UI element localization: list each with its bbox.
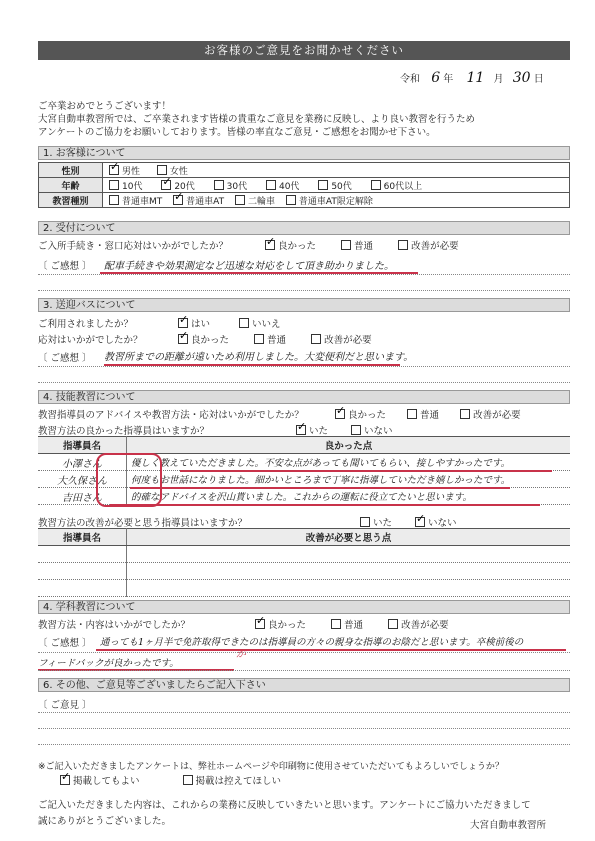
checkbox-bus-no[interactable]	[239, 318, 249, 328]
date-era: 令和	[400, 74, 420, 85]
skill-question-advice: 教習指導員のアドバイスや教習方法・応対はいかがでしたか？	[38, 410, 304, 421]
divider	[38, 728, 570, 729]
option-normal: 普通	[354, 241, 374, 252]
option-age-40: 40代	[278, 181, 300, 192]
option-female: 女性	[169, 166, 188, 177]
checkbox-bus-good[interactable]	[178, 334, 188, 344]
checkbox-bad-instructor-no[interactable]	[415, 517, 425, 527]
checkbox-age-10[interactable]	[109, 180, 119, 190]
customer-table	[38, 162, 570, 208]
closing-line: 誠にありがとうございました。	[38, 816, 172, 827]
intro-line: 大宮自動車教習所では、ご卒業されます皆様の貴重なご意見を業務に反映し、より良い教習を行うため	[38, 114, 476, 125]
skill-question-good-instructor: 教習方法の良かった指導員はいますか？	[38, 426, 210, 437]
bus-question-service: 応対はいかがでしたか？	[38, 335, 143, 346]
red-underline	[130, 487, 510, 489]
course-row	[39, 193, 570, 208]
good-point[interactable]: 優しく教えていただきました。不安な点があっても聞いてもらい、接しやすかったです。	[127, 454, 571, 471]
instructor-name[interactable]: 吉田さん	[38, 488, 127, 505]
header-instructor: 指導員名	[38, 437, 127, 454]
section-customer-header: 1. お客様について	[38, 146, 570, 160]
checkbox-bus-yes[interactable]	[178, 318, 188, 328]
classroom-comment-insert: が	[236, 649, 246, 660]
good-point[interactable]: 何度もお世話になりました。細かいところまで丁寧に指導していただき嬉しかったです。	[127, 471, 571, 488]
checkbox-age-30[interactable]	[214, 180, 224, 190]
option-no: いない	[364, 426, 393, 437]
reception-comment[interactable]: 配車手続きや効果測定など迅速な対応をして頂き助かりました。	[104, 261, 394, 272]
divider	[38, 744, 570, 745]
checkbox-age-50[interactable]	[318, 180, 328, 190]
divider	[38, 290, 570, 291]
option-normal: 普通	[344, 620, 364, 631]
date-field	[400, 70, 570, 86]
table-row	[38, 580, 570, 597]
header-improve-point: 改善が必要と思う点	[127, 529, 571, 546]
option-age-10: 10代	[122, 181, 143, 192]
opinion-label: 〔 ご意見 〕	[38, 700, 92, 711]
table-row	[38, 546, 570, 563]
section-classroom-header: 4. 学科教習について	[38, 600, 570, 614]
page-title: お客様のご意見をお聞かせください	[38, 41, 570, 60]
section-bus-header: 3. 送迎バスについて	[38, 298, 570, 312]
checkbox-skill-good[interactable]	[335, 409, 345, 419]
section-skill-header: 4. 技能教習について	[38, 390, 570, 404]
age-row	[39, 178, 570, 193]
checkbox-good-instructor-yes[interactable]	[296, 425, 306, 435]
option-consent-yes: 掲載してもよい	[73, 776, 140, 787]
red-circle-names	[96, 453, 162, 507]
date-year[interactable]: 6	[431, 70, 441, 86]
option-yes: いた	[309, 426, 329, 437]
date-year-unit: 年	[443, 74, 454, 85]
reception-options	[265, 238, 459, 252]
divider	[38, 670, 570, 671]
instructor-name[interactable]: 大久保さん	[38, 471, 127, 488]
checkbox-skill-normal[interactable]	[407, 409, 417, 419]
checkbox-bad-instructor-yes[interactable]	[360, 517, 370, 527]
comment-label: 〔 ご感想 〕	[38, 353, 92, 364]
intro-line: アンケートのご協力をお願いしております。皆様の率直なご意見・ご感想をお聞かせ下さい。	[38, 127, 436, 138]
option-improve: 改善が必要	[401, 620, 449, 631]
bus-use-options	[178, 316, 281, 330]
checkbox-classroom-good[interactable]	[255, 619, 265, 629]
option-male: 男性	[122, 166, 141, 177]
good-point[interactable]: 的確なアドバイスを沢山貰いました。これからの運転に役立てたいと思います。	[127, 488, 571, 505]
date-month-unit: 月	[493, 74, 504, 85]
date-day-unit: 日	[533, 74, 544, 85]
option-age-30: 30代	[226, 181, 248, 192]
section-reception-header: 2. 受付について	[38, 221, 570, 235]
option-good: 良かった	[191, 335, 230, 346]
red-underline	[180, 470, 552, 472]
red-underline	[110, 504, 540, 506]
header-instructor: 指導員名	[38, 529, 127, 546]
option-yes: いた	[373, 518, 393, 529]
table-row	[38, 563, 570, 580]
checkbox-female[interactable]	[157, 165, 167, 175]
checkbox-motorcycle[interactable]	[235, 195, 245, 205]
divider	[38, 366, 570, 367]
option-age-60: 60代以上	[383, 181, 423, 192]
option-good: 良かった	[348, 410, 387, 421]
option-no: いない	[428, 518, 457, 529]
checkbox-at[interactable]	[173, 195, 183, 205]
course-label: 教習種別	[39, 193, 103, 208]
checkbox-classroom-normal[interactable]	[331, 619, 341, 629]
bus-comment[interactable]: 教習所までの距離が遠いため利用しました。大変便利だと思います。	[104, 352, 414, 363]
intro-line: ご卒業おめでとうございます！	[38, 101, 172, 112]
header-good-point: 良かった点	[127, 437, 571, 454]
checkbox-bus-normal[interactable]	[254, 334, 264, 344]
checkbox-age-20[interactable]	[161, 180, 171, 190]
age-label: 年齢	[39, 178, 103, 193]
option-consent-no: 掲載は控えてほしい	[195, 776, 282, 787]
divider	[38, 382, 570, 383]
table-header	[38, 529, 570, 546]
checkbox-reception-improve[interactable]	[398, 240, 408, 250]
checkbox-mt[interactable]	[109, 195, 119, 205]
school-name: 大宮自動車教習所	[470, 820, 547, 831]
gender-row	[39, 163, 570, 178]
red-underline	[96, 649, 566, 651]
checkbox-reception-normal[interactable]	[341, 240, 351, 250]
checkbox-reception-good[interactable]	[265, 240, 275, 250]
checkbox-consent-yes[interactable]	[60, 775, 70, 785]
checkbox-male[interactable]	[109, 165, 119, 175]
option-at-limit: 普通車AT限定解除	[298, 196, 373, 207]
option-normal: 普通	[267, 335, 287, 346]
divider	[38, 274, 570, 275]
skill-advice-options	[335, 407, 521, 421]
consent-options	[60, 773, 281, 787]
checkbox-consent-no[interactable]	[183, 775, 193, 785]
option-normal: 普通	[420, 410, 440, 421]
skill-question-bad-instructor: 教習方法の改善が必要と思う指導員はいますか？	[38, 518, 248, 529]
option-improve: 改善が必要	[411, 241, 459, 252]
option-mt: 普通車MT	[122, 196, 163, 207]
option-motorcycle: 二輪車	[247, 196, 275, 207]
classroom-options	[255, 617, 449, 631]
reception-question: ご入所手続き・窓口応対はいかがでしたか？	[38, 241, 229, 252]
option-age-50: 50代	[331, 181, 352, 192]
comment-label: 〔 ご感想 〕	[38, 261, 92, 272]
option-good: 良かった	[278, 241, 317, 252]
bus-question-use: ご利用されましたか？	[38, 319, 134, 330]
option-yes: はい	[191, 319, 211, 330]
option-at: 普通車AT	[186, 196, 225, 207]
classroom-question: 教習方法・内容はいかがでしたか？	[38, 620, 191, 631]
checkbox-at-limit[interactable]	[286, 195, 296, 205]
gender-label: 性別	[39, 163, 103, 178]
closing-line: ご記入いただきました内容は、これからの業務に反映していきたいと思います。アンケートにご協力いただきまして	[38, 800, 531, 811]
skill-bad-options	[360, 515, 457, 529]
date-day[interactable]: 30	[512, 70, 531, 86]
option-no: いいえ	[252, 319, 281, 330]
checkbox-skill-improve[interactable]	[460, 409, 470, 419]
skill-good-options	[296, 423, 393, 437]
option-improve: 改善が必要	[473, 410, 521, 421]
option-age-20: 20代	[174, 181, 195, 192]
checkbox-bus-improve[interactable]	[311, 334, 321, 344]
classroom-comment-line1[interactable]: 通っても1ヶ月半で免許取得できたのは指導員の方々の親身な指導のお陰だと思います。卒検前後の	[100, 637, 524, 648]
improve-instructor-table	[38, 528, 570, 597]
intro-text	[38, 100, 578, 139]
table-header	[38, 437, 570, 454]
instructor-name[interactable]: 小澤さん	[38, 454, 127, 471]
divider	[38, 652, 570, 653]
consent-question: ※ご記入いただきましたアンケートは、弊社ホームページや印刷物に使用させていただいてもよろしいでしょうか？	[38, 762, 504, 772]
checkbox-age-40[interactable]	[266, 180, 276, 190]
date-month[interactable]: 11	[466, 70, 485, 86]
checkbox-good-instructor-no[interactable]	[351, 425, 361, 435]
classroom-comment-line2[interactable]: フィードバックが良かったです。	[38, 658, 179, 669]
checkbox-age-60[interactable]	[371, 180, 381, 190]
bus-service-options	[178, 332, 372, 346]
comment-label: 〔 ご感想 〕	[38, 638, 92, 649]
option-improve: 改善が必要	[324, 335, 372, 346]
checkbox-classroom-improve[interactable]	[388, 619, 398, 629]
divider	[38, 712, 570, 713]
option-good: 良かった	[268, 620, 307, 631]
section-other-header: 6. その他、ご意見等ございましたらご記入下さい	[38, 678, 570, 692]
